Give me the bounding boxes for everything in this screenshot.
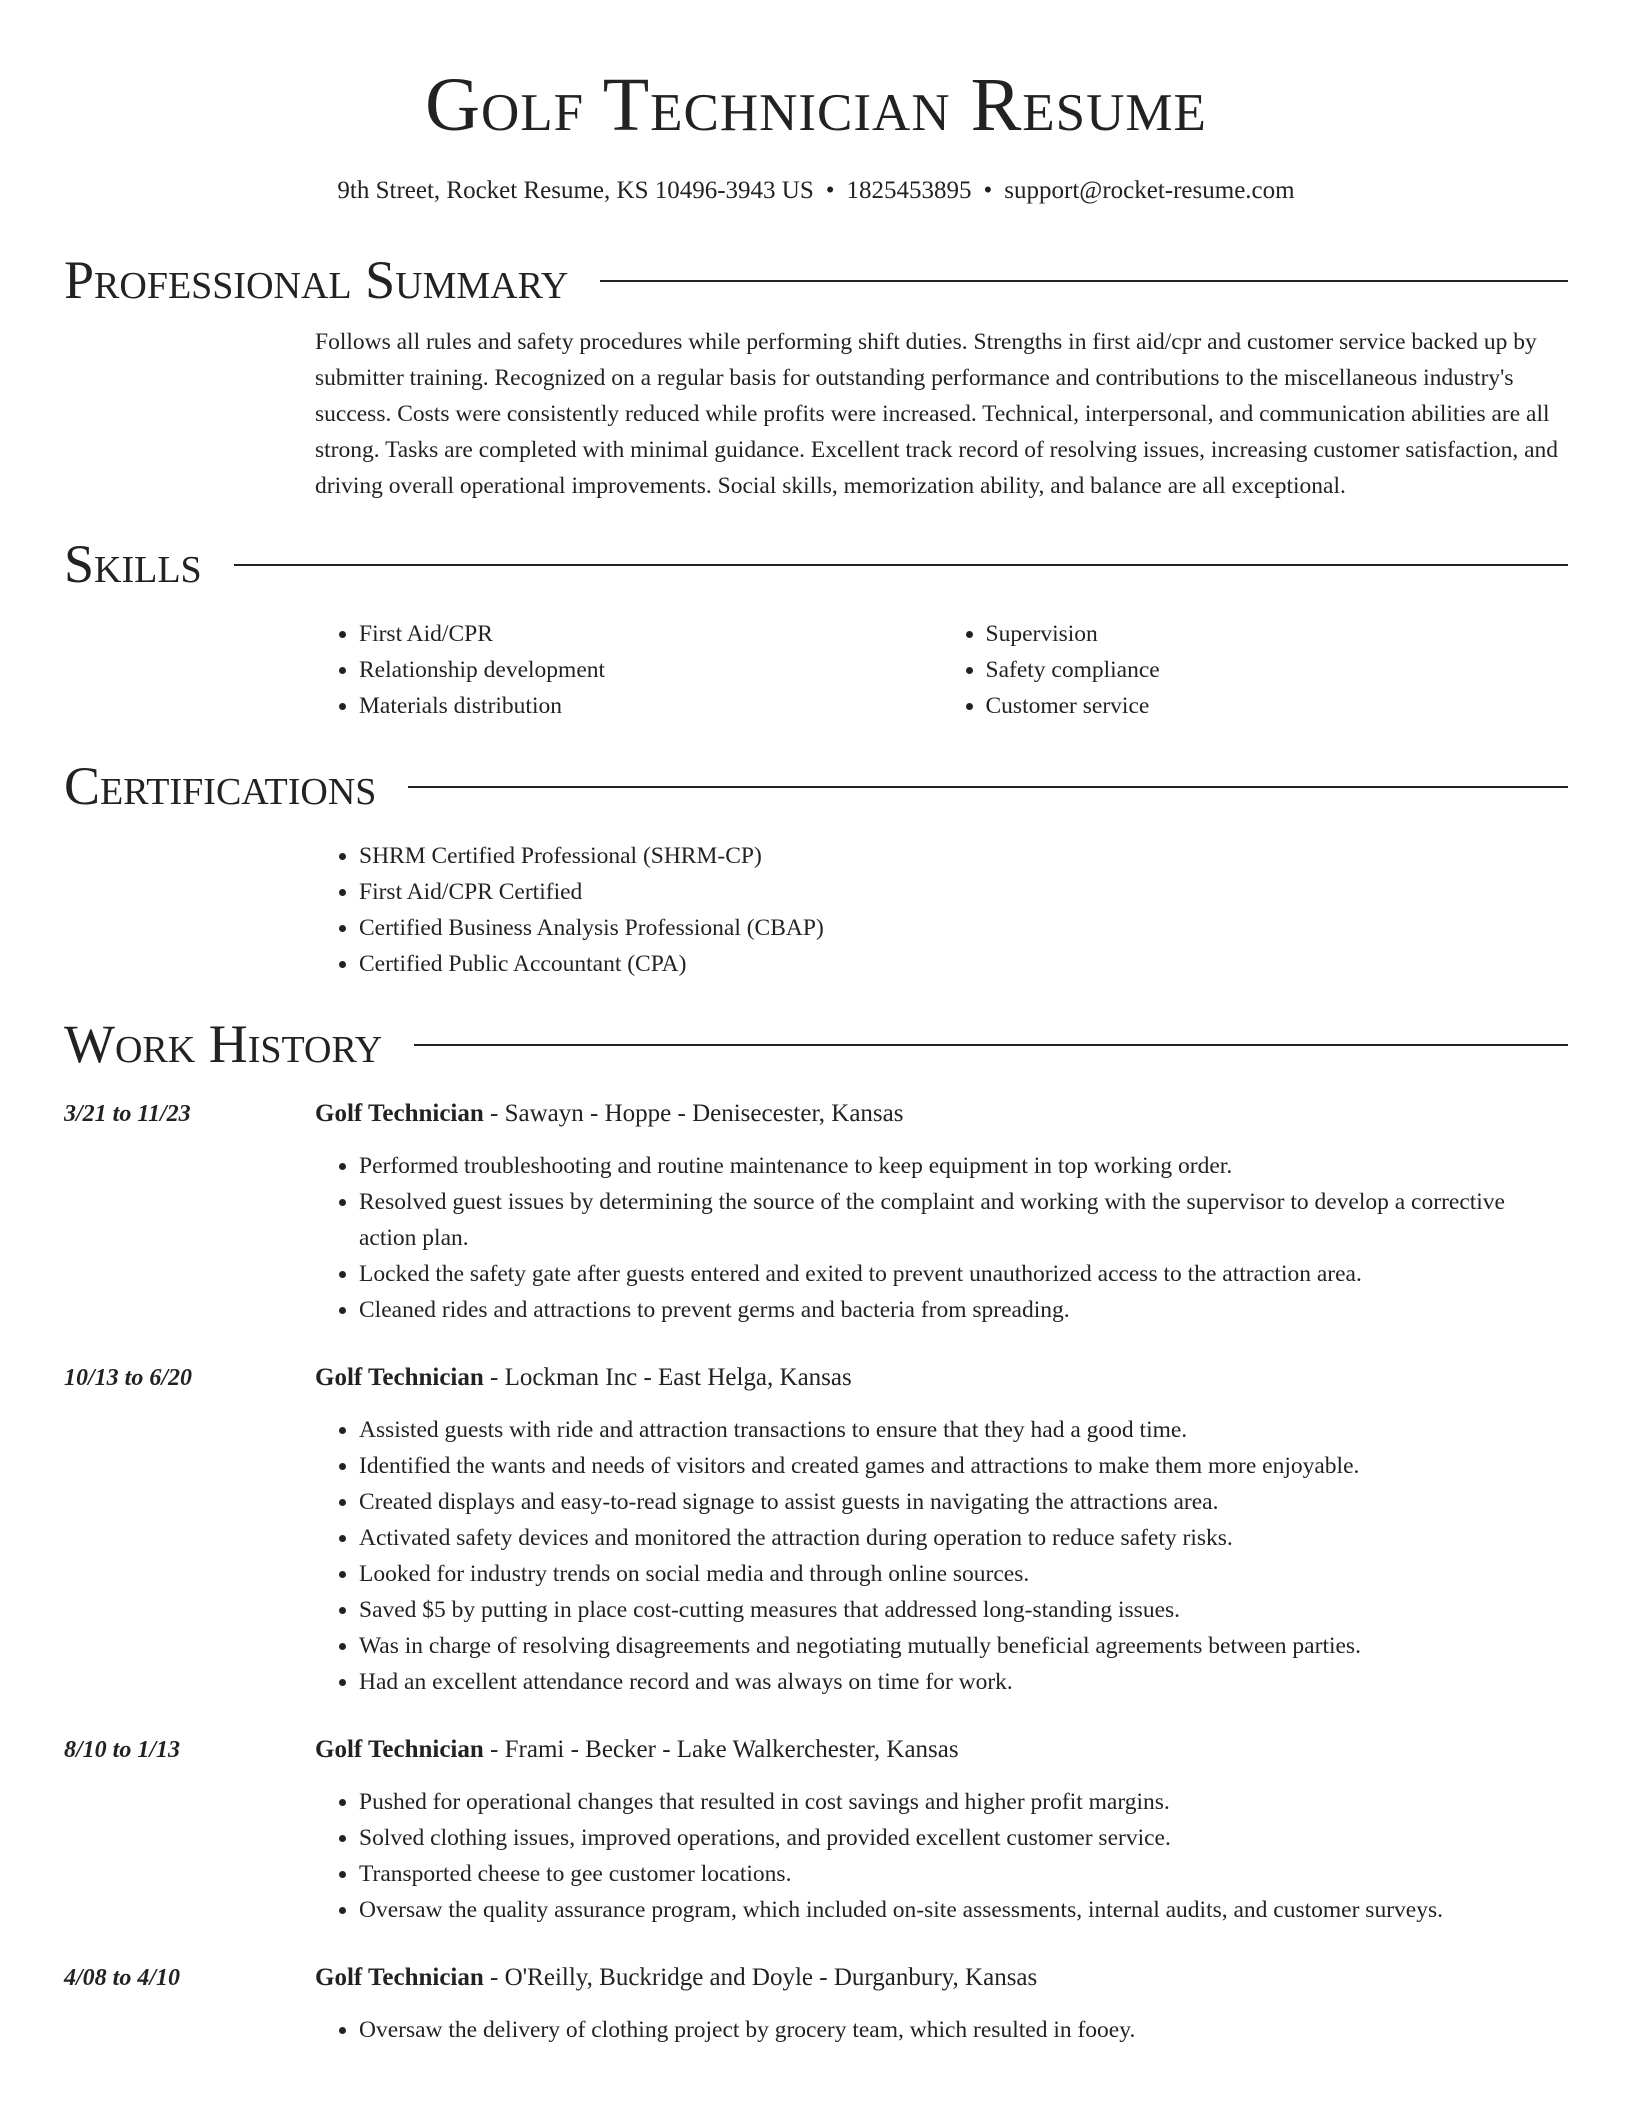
job-duty-item: • Performed troubleshooting and routine maintenance to keep equipment in top working order. — [359, 1148, 1568, 1184]
separator-dot: • — [983, 177, 993, 204]
job-dates: 8/10 to 1/13 — [64, 1737, 181, 1763]
job-entry — [64, 1732, 1568, 1928]
skills-heading: Skills — [64, 534, 202, 594]
certifications-list — [315, 838, 1568, 982]
skill-item: • Supervision — [986, 616, 1569, 652]
job-employer: - Sawayn - Hoppe - Denisecester, Kansas — [483, 1100, 904, 1127]
job-duty-item: • Activated safety devices and monitored the attraction during operation to reduce safety risks. — [359, 1520, 1568, 1556]
contact-email: support@rocket-resume.com — [1004, 177, 1295, 204]
skill-item: • Materials distribution — [359, 688, 942, 724]
job-duty-item: • Resolved guest issues by determining the source of the complaint and working with the supervisor to develop a corrective action plan. — [359, 1184, 1568, 1256]
job-duty-item: • Created displays and easy-to-read signage to assist guests in navigating the attractions area. — [359, 1484, 1568, 1520]
job-duties — [315, 1412, 1568, 1700]
skill-item: • Relationship development — [359, 652, 942, 688]
skills-column-left — [315, 616, 942, 724]
work-history-heading: Work History — [64, 1014, 383, 1074]
job-entry — [64, 1096, 1568, 1328]
section-rule — [600, 280, 1568, 282]
certification-item: • Certified Business Analysis Professional (CBAP) — [359, 910, 1568, 946]
job-header — [315, 1096, 1568, 1132]
job-duty-item: • Looked for industry trends on social media and through online sources. — [359, 1556, 1568, 1592]
skill-item: • First Aid/CPR — [359, 616, 942, 652]
job-duty-item: • Had an excellent attendance record and was always on time for work. — [359, 1664, 1568, 1700]
job-entry — [64, 1360, 1568, 1700]
contact-phone: 1825453895 — [846, 177, 972, 204]
summary-heading: Professional Summary — [64, 250, 569, 310]
job-header — [315, 1360, 1568, 1396]
job-employer: - Lockman Inc - East Helga, Kansas — [483, 1364, 852, 1391]
contact-address: 9th Street, Rocket Resume, KS 10496-3943 US — [337, 177, 814, 204]
job-title: Golf Technician — [315, 1364, 484, 1391]
skills-column-right — [942, 616, 1569, 724]
certifications-heading: Certifications — [64, 756, 377, 816]
job-duty-item: • Transported cheese to gee customer locations. — [359, 1856, 1568, 1892]
job-duties — [315, 1148, 1568, 1328]
summary-text: Follows all rules and safety procedures while performing shift duties. Strengths in first aid/cpr and customer service backed up by submitter training. Recognized on a regular basis for outstanding performance and contributions to the miscellaneous industry's success. Costs were consistently reduced while profits were increased. Technical, interpersonal, and communication abilities are all strong. Tasks are completed with minimal guidance. Excellent track record of resolving issues, increasing customer satisfaction, and driving overall operational improvements. Social skills, memorization ability, and balance are all exceptional. — [315, 329, 1559, 499]
job-duty-item: • Oversaw the delivery of clothing project by grocery team, which resulted in fooey. — [359, 2012, 1568, 2048]
job-title: Golf Technician — [315, 1100, 484, 1127]
job-header — [315, 1960, 1568, 1996]
job-duty-item: • Oversaw the quality assurance program, which included on-site assessments, internal audits, and customer surveys. — [359, 1892, 1568, 1928]
summary-section-header — [64, 248, 1568, 312]
job-dates: 10/13 to 6/20 — [64, 1365, 193, 1391]
contact-line — [64, 174, 1568, 208]
job-duty-item: • Assisted guests with ride and attraction transactions to ensure that they had a good time. — [359, 1412, 1568, 1448]
skills-section-header — [64, 532, 1568, 596]
skill-item: • Customer service — [986, 688, 1569, 724]
skill-item: • Safety compliance — [986, 652, 1569, 688]
job-dates: 4/08 to 4/10 — [64, 1965, 181, 1991]
resume-title: Golf Technician Resume — [425, 63, 1207, 147]
certification-item: • Certified Public Accountant (CPA) — [359, 946, 1568, 982]
job-title: Golf Technician — [315, 1964, 484, 1991]
skills-list — [315, 616, 1568, 724]
job-header — [315, 1732, 1568, 1768]
job-duties — [315, 1784, 1568, 1928]
job-duty-item: • Pushed for operational changes that resulted in cost savings and higher profit margins. — [359, 1784, 1568, 1820]
job-duties — [315, 2012, 1568, 2048]
job-title: Golf Technician — [315, 1736, 484, 1763]
job-employer: - O'Reilly, Buckridge and Doyle - Durganbury, Kansas — [483, 1964, 1038, 1991]
job-duty-item: • Locked the safety gate after guests entered and exited to prevent unauthorized access to the attraction area. — [359, 1256, 1568, 1292]
job-duty-item: • Identified the wants and needs of visitors and created games and attractions to make them more enjoyable. — [359, 1448, 1568, 1484]
resume-page — [64, 0, 1568, 2048]
work-history-section-header — [64, 1012, 1568, 1076]
certification-item: • First Aid/CPR Certified — [359, 874, 1568, 910]
section-rule — [234, 564, 1568, 566]
separator-dot: • — [825, 177, 835, 204]
job-employer: - Frami - Becker - Lake Walkerchester, Kansas — [483, 1736, 959, 1763]
job-duty-item: • Solved clothing issues, improved operations, and provided excellent customer service. — [359, 1820, 1568, 1856]
section-rule — [414, 1044, 1568, 1046]
job-duty-item: • Cleaned rides and attractions to prevent germs and bacteria from spreading. — [359, 1292, 1568, 1328]
job-dates: 3/21 to 11/23 — [64, 1101, 191, 1127]
job-entry — [64, 1960, 1568, 2048]
certifications-section-header — [64, 754, 1568, 818]
job-duty-item: • Saved $5 by putting in place cost-cutting measures that addressed long-standing issues. — [359, 1592, 1568, 1628]
section-rule — [408, 786, 1568, 788]
certification-item: • SHRM Certified Professional (SHRM-CP) — [359, 838, 1568, 874]
job-duty-item: • Was in charge of resolving disagreements and negotiating mutually beneficial agreements between parties. — [359, 1628, 1568, 1664]
